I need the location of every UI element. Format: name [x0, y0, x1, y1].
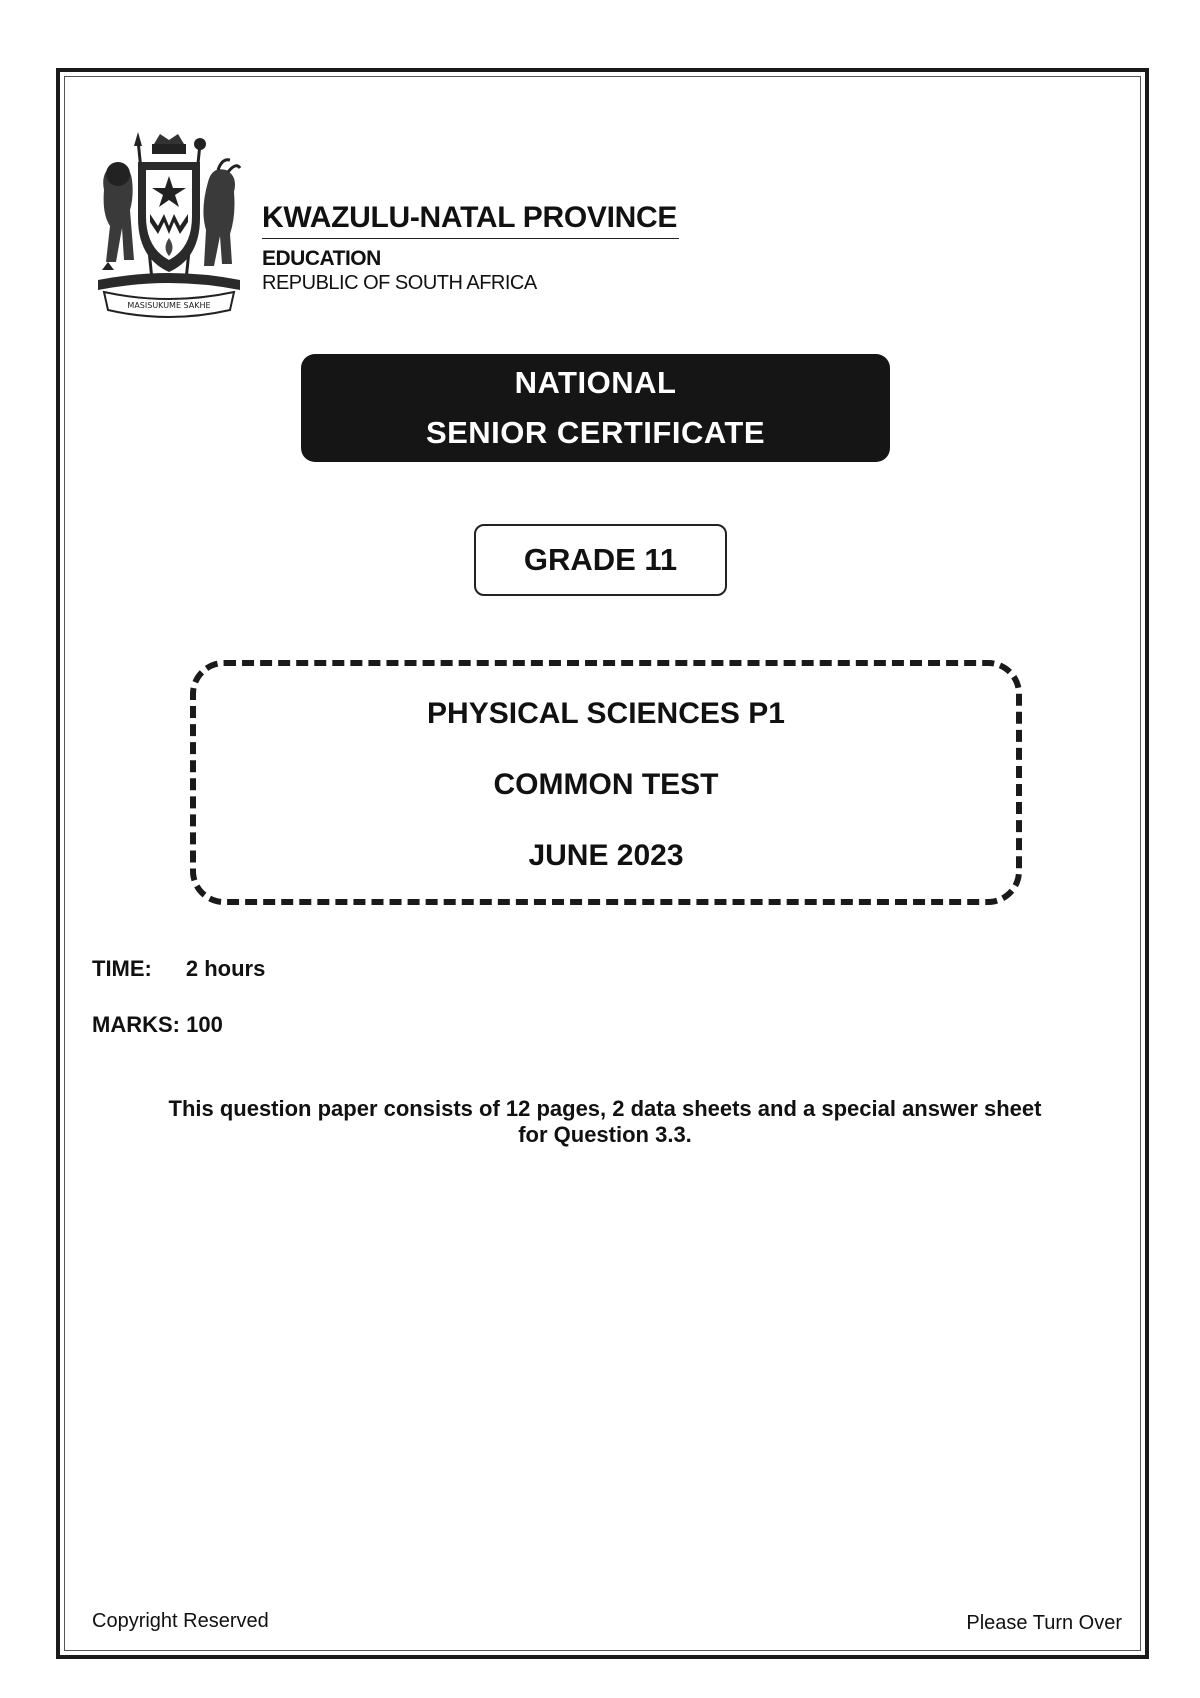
test-name: COMMON TEST: [493, 768, 719, 801]
note-line-1: This question paper consists of 12 pages, 2 data sheets and a special answer sheet: [168, 1096, 1042, 1121]
grade-label: GRADE 11: [474, 524, 727, 596]
certificate-line-2: SENIOR CERTIFICATE: [425, 415, 766, 450]
svg-text:MASISUKUME SAKHE: MASISUKUME SAKHE: [127, 301, 211, 310]
kzn-coat-of-arms-icon: [94, 130, 244, 322]
department-name: EDUCATION: [262, 247, 381, 270]
province-name: KWAZULU-NATAL PROVINCE: [262, 200, 679, 239]
country-name: REPUBLIC OF SOUTH AFRICA: [262, 272, 537, 294]
department-header: [262, 200, 682, 295]
certificate-line-1: NATIONAL: [514, 365, 677, 400]
time-value: 2 hours: [185, 956, 266, 981]
time-label: TIME:: [92, 956, 152, 981]
marks-label: MARKS:: [92, 1012, 180, 1037]
test-date: JUNE 2023: [528, 839, 684, 872]
copyright-notice: Copyright Reserved: [92, 1610, 269, 1632]
turn-over-notice: Please Turn Over: [966, 1612, 1122, 1634]
certificate-banner: [301, 354, 890, 462]
subject-box: [190, 660, 1022, 905]
paper-composition-note: [100, 1096, 1110, 1148]
marks-row: [92, 1012, 223, 1038]
note-line-2: for Question 3.3.: [518, 1122, 692, 1147]
marks-value: 100: [186, 1012, 223, 1037]
subject-name: PHYSICAL SCIENCES P1: [427, 697, 785, 730]
time-row: [92, 956, 265, 982]
